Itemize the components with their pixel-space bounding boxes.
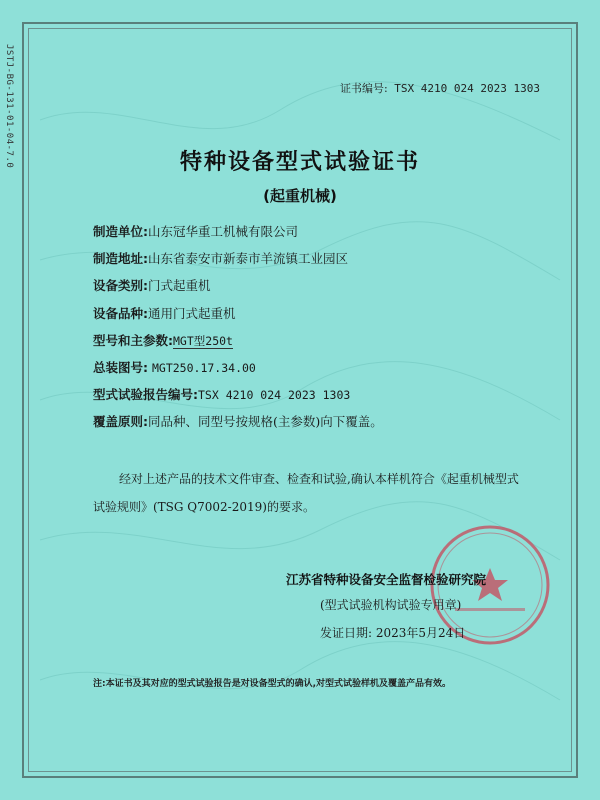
field-label: 制造单位:	[93, 224, 148, 239]
field-manufacturer	[93, 218, 553, 245]
field-value: 山东冠华重工机械有限公司	[148, 224, 299, 239]
certificate-number	[340, 80, 540, 96]
field-label: 设备品种:	[93, 305, 148, 321]
field-equipment-category	[93, 272, 553, 299]
field-label: 覆盖原则:	[93, 414, 148, 430]
field-label: 设备类别:	[93, 278, 148, 294]
field-value: 同品种、同型号按规格(主参数)向下覆盖。	[148, 414, 383, 430]
field-label: 型式试验报告编号:	[93, 387, 198, 403]
form-code: JSTJ-BG-131-01-04-7.0	[4, 44, 14, 169]
field-label: 制造地址:	[93, 251, 148, 267]
field-label: 总装图号:	[93, 359, 148, 375]
field-value: MGT250.17.34.00	[151, 360, 256, 375]
field-list	[93, 218, 553, 436]
field-value: 通用门式起重机	[148, 305, 236, 321]
certificate-title: 特种设备型式试验证书	[179, 150, 420, 175]
issue-date-value: 2023年5月24日	[375, 626, 466, 640]
issue-date	[320, 624, 465, 641]
field-value: 山东省泰安市新泰市羊流镇工业园区	[148, 251, 349, 267]
field-equipment-variety	[93, 300, 553, 327]
certificate-number-label: 证书编号:	[339, 82, 388, 95]
conformity-statement: 经对上述产品的技术文件审查、检查和试验,确认本样机符合《起重机械型式试验规则》(TSG Q7002-2019)的要求。	[93, 472, 519, 514]
field-assembly-drawing-number	[93, 354, 553, 381]
issue-date-label: 发证日期:	[320, 626, 373, 640]
issuing-authority: 江苏省特种设备安全监督检验研究院	[286, 572, 487, 587]
seal-note: (型式试验机构试验专用章)	[320, 598, 462, 612]
footnote: 注:本证书及其对应的型式试验报告是对设备型式的确认,对型式试验样机及覆盖产品有效。	[93, 679, 452, 689]
certificate-number-value: TSX 4210 024 2023 1303	[394, 82, 540, 95]
field-coverage-principle	[93, 408, 553, 435]
field-test-report-number	[93, 381, 553, 408]
field-label: 型号和主参数:	[93, 332, 173, 348]
field-address	[93, 245, 553, 272]
field-value: MGT型250t	[173, 333, 233, 348]
field-value: TSX 4210 024 2023 1303	[198, 388, 351, 403]
certificate-subtitle: (起重机械)	[263, 187, 337, 205]
field-value: 门式起重机	[148, 278, 211, 294]
field-model-parameters	[93, 327, 553, 354]
